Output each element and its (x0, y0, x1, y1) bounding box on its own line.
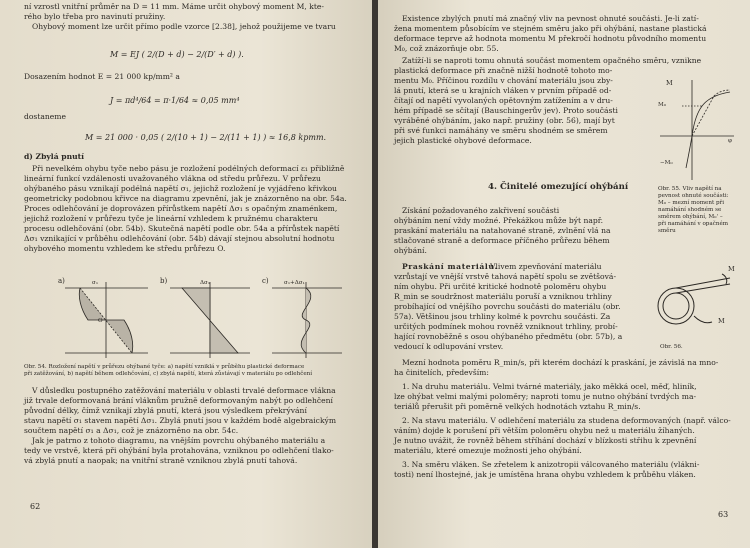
fig55-label-m0: M₀ (658, 102, 666, 108)
equation-inertia: J = πd⁴/64 = π·1/64 ≈ 0,05 mm⁴ (110, 96, 240, 105)
rpara3-line: Získání požadovaného zakřivení součásti (402, 206, 560, 215)
fig55-caption-line: M₀ – mezní moment při (658, 200, 725, 206)
para1-line: Proces odlehčování je doprovázen přírůstkem napětí Δσ₁ s opačným znaménkem, (24, 204, 338, 213)
rpara3-line: ohýbání. (394, 246, 427, 255)
fig54-label-a: a) (58, 277, 65, 285)
fig56-caption: Obr. 56. (660, 344, 683, 350)
fig55-caption-line: směrem ohýbání, M₀' – (658, 214, 723, 220)
equation-result: M = 21 000 · 0,05 ( 2/(10 + 1) − 2/(11 + 1) ) ≈ 16,8 kpmm. (85, 133, 327, 142)
section-heading-4: 4. Činitelé omezující ohýbání (488, 182, 629, 192)
rpara4-line: R_min se soudržnost materiálu poruší a vzniknou trhliny (394, 292, 612, 301)
fig54-label-b: b) (160, 277, 168, 285)
fig55-label-phi: φ (728, 138, 732, 144)
fig55-label-m: M (666, 79, 673, 87)
list-item: váním) dojde k porušení při větším poloměru ohybu než u materiálu žíhaných. (394, 426, 695, 435)
left-page (0, 0, 372, 548)
fig55-caption-line: pevnost ohnuté součásti: (658, 193, 729, 199)
fig54-label-delta: Δσ₁ (200, 280, 211, 286)
para2-line: V důsledku postupného zatěžování materiálu v oblasti trvalé deformace vlákna (32, 386, 336, 395)
intro-line-2: rého bylo třeba pro navinutí pružiny. (24, 12, 166, 21)
rpara4-line: vzrůstají ve vnější vrstvě tahová napětí spolu se zvětšová- (394, 272, 617, 281)
rpara1-line: žena momentem působícím ve stejném směru jako při ohýbání, nastane plastická (394, 24, 707, 33)
para1-line: ohybového momentu vzhledem ke středu průřezu O. (24, 244, 226, 253)
list-item: Je nutno uvážit, že rovněž během stříhání dochází v blízkosti střihu k zpevnění (394, 436, 697, 445)
para2-line: tedy ve vrstvě, která při ohýbání byla protahována, vzniknou po odlehčení tlako- (24, 446, 334, 455)
rpara2-line: plastická deformace při značně nižší hodnotě tohoto mo- (394, 66, 613, 75)
para1-line: geometricky podobnou křivce na diagramu zpevnění, jak je znázorněno na obr. 54a. (24, 194, 347, 203)
list-item: materiálu, které omezuje možnosti jeho ohýbání. (394, 446, 582, 455)
para1-line: Při nevelkém ohybu tyče nebo pásu je rozložení podélných deformací ε₁ přibližně (32, 164, 345, 173)
rpara4-line: ním ohybu. Při určité kritické hodnotě poloměru ohybu (394, 282, 607, 291)
rpara2-line: jejich plastické ohybové deformace. (394, 136, 532, 145)
para1-line: lineární funkcí vzdálenosti uvažovaného vlákna od středu průřezu. V průřezu (24, 174, 321, 183)
rpara2-line: vyráběné ohýbáním, jako např. pružiny (obr. 56), mají byt (394, 116, 615, 125)
rpara1-line: Existence zbylých pnutí má značný vliv na pevnost ohnuté součásti. Je-li zatí- (402, 14, 699, 23)
list-item: tosti) není lhostejné, jak je umístěna hrana ohybu vzhledem k průběhu vláken. (394, 470, 696, 479)
para2-line: původní délky, čímž vznikají zbylá pnutí, která jsou výsledkem překrývání (24, 406, 307, 415)
dostaneme-text: dostaneme (24, 112, 66, 121)
rpara3-line: ohýbáním není vždy možné. Překážkou může být např. (394, 216, 603, 225)
intro-line-1: ní vzrostl vnitřní průměr na D = 11 mm. Máme určit ohybový moment M, kte- (24, 2, 324, 11)
rpara4-line: probíhající od vnějšího povrchu součásti do materiálu (obr. (394, 302, 621, 311)
para1-line: Δσ₁ vznikající v průběhu odlehčování (obr. 54b) dávají stejnou absolutní hodnotu (24, 234, 335, 243)
rpara5-line: ha činitelích, především: (394, 368, 489, 377)
fig55-label-neg: −M₀ (660, 160, 673, 166)
fig54-label-sigma: σ₁ (92, 280, 99, 286)
para2-line: vá zbylá pnutí a naopak; na vnitřní straně vzniknou zbylá pnutí tahová. (24, 456, 298, 465)
list-item: 2. Na stavu materiálu. V odlehčení materiálu za studena deformovaných (např. válco- (402, 416, 731, 425)
intro-line-3: Ohybový moment lze určit přímo podle vzorce [2.38], jehož použijeme ve tvaru (32, 22, 336, 31)
equation-moment: M = EJ ( 2/(D + d) − 2/(D′ + d) ). (110, 50, 244, 59)
list-item: teriálů přerušit při poměrně velkých hodnotách vztahu R_min/s. (394, 402, 641, 411)
para1-line: jejichž rozložení v průřezu tyče je lineární vzhledem k pružnému charakteru (24, 214, 318, 223)
page-number-left: 62 (30, 502, 41, 511)
fig56-label-m-bottom: M (718, 317, 725, 325)
para2-line: stavu napětí σ₁ stavem napětí Δσ₁. Zbylá pnutí jsou v každém bodě algebraickým (24, 416, 337, 425)
rpara1-line: deformace teprve až hodnota momentu M překročí hodnotu původního momentu (394, 34, 707, 43)
rpara4-line: určitých podmínek mohou rovněž vzniknout trhliny, probí- (394, 322, 618, 331)
fig54-label-c: c) (262, 277, 269, 285)
rpara2-line: hém případě se sčítají (Bauschingerův jev). Proto součásti (394, 106, 618, 115)
rpara2-line: Zatíží-li se naproti tomu ohnutá součást momentem opačného směru, vznikne (402, 56, 702, 65)
list-item: 1. Na druhu materiálu. Velmi tvárné materiály, jako měkká ocel, měď, hliník, (402, 382, 697, 391)
fig56-label-m-top: M (728, 265, 735, 273)
rpara2-line: mentu M₀. Příčinou rozdílu v chování materiálu jsou zby- (394, 76, 613, 85)
rpara1-line: M₀, což znázorňuje obr. 55. (394, 44, 499, 53)
rpara2-line: při své funkci namáhány ve směru shodném se směrem (394, 126, 608, 135)
rpara5-line: Mezní hodnota poměru R_min/s, při kterém dochází k praskání, je závislá na mno- (402, 358, 719, 367)
rpara4-line: 57a). Většinou jsou trhliny kolmé k povrchu součásti. Za (394, 312, 611, 321)
para1-line: ohýbaného pásu vznikají podélná napětí σ₁, jejichž rozložení je vyjádřeno křivkou (24, 184, 337, 193)
right-page (378, 0, 750, 548)
rpara4-line: hající rovnoběžně s osou ohýbaného předmětu (obr. 57b), a (394, 332, 623, 341)
figure-54 (60, 278, 350, 360)
rpara4-line: vedoucí k odlupování vrstev. (394, 342, 504, 351)
fig54-caption-line: při zatěžování, b) napětí během odlehčování, c) zbylá napětí, která zůstávají v materiálu po odlehčení (24, 371, 313, 377)
rpara2-line: lá pnutí, která se u krajních vláken v prvním případě od- (394, 86, 612, 95)
rpara2-line: čítají od napětí vyvolaných opětovným zatížením a v dru- (394, 96, 613, 105)
fig55-caption-line: při namáhání v opačném (658, 221, 729, 227)
substitution-text: Dosazením hodnot E = 21 000 kp/mm² a (24, 72, 180, 81)
page-number-right: 63 (718, 510, 729, 519)
rpara3-line: stlačované straně a deformace příčného průřezu během (394, 236, 610, 245)
para2-line: již trvale deformovaná brání vláknům pružně deformovaným nabýt po odlehčení (24, 396, 333, 405)
fig54-label-origin: O (98, 318, 103, 324)
list-item: lze ohýbat velmi malými poloměry; naproti tomu je nutno ohýbání tvrdých ma- (394, 392, 697, 401)
figure-55 (656, 76, 736, 184)
para2-line: součtem napětí σ₁ a Δσ₁, což je znázorněno na obr. 54c. (24, 426, 239, 435)
figure-56 (650, 272, 744, 334)
fig55-caption-line: namáhání shodném se (658, 207, 722, 213)
para1-line: procesu odlehčování (obr. 54b). Skutečná napětí podle obr. 54a a přírůstek napětí (24, 224, 340, 233)
list-item: 3. Na směru vláken. Se zřetelem k anizotropii válcovaného materiálu (vlákni- (402, 460, 700, 469)
para2-line: Jak je patrno z tohoto diagramu, na vnějším povrchu ohýbaného materiálu a (32, 436, 326, 445)
rpara4-line: Vlivem zpevňování materiálu (490, 262, 602, 271)
fig55-caption-line: směru (658, 228, 676, 234)
fig54-caption-line: Obr. 54. Rozložení napětí v průřezu ohýbané tyče: a) napětí vzniklá v průběhu plastické deformace (24, 364, 305, 370)
rpara3-line: praskání materiálu na natahované straně, zvlnění vlá na (394, 226, 611, 235)
fig55-caption-line: Obr. 55. Vliv napětí na (658, 186, 722, 192)
sub-heading-praskani: Praskání materiálu. (402, 262, 498, 271)
section-heading-d: d) Zbylá pnutí (24, 152, 85, 161)
fig54-label-sum: σ₁+Δσ₁ (284, 280, 305, 286)
